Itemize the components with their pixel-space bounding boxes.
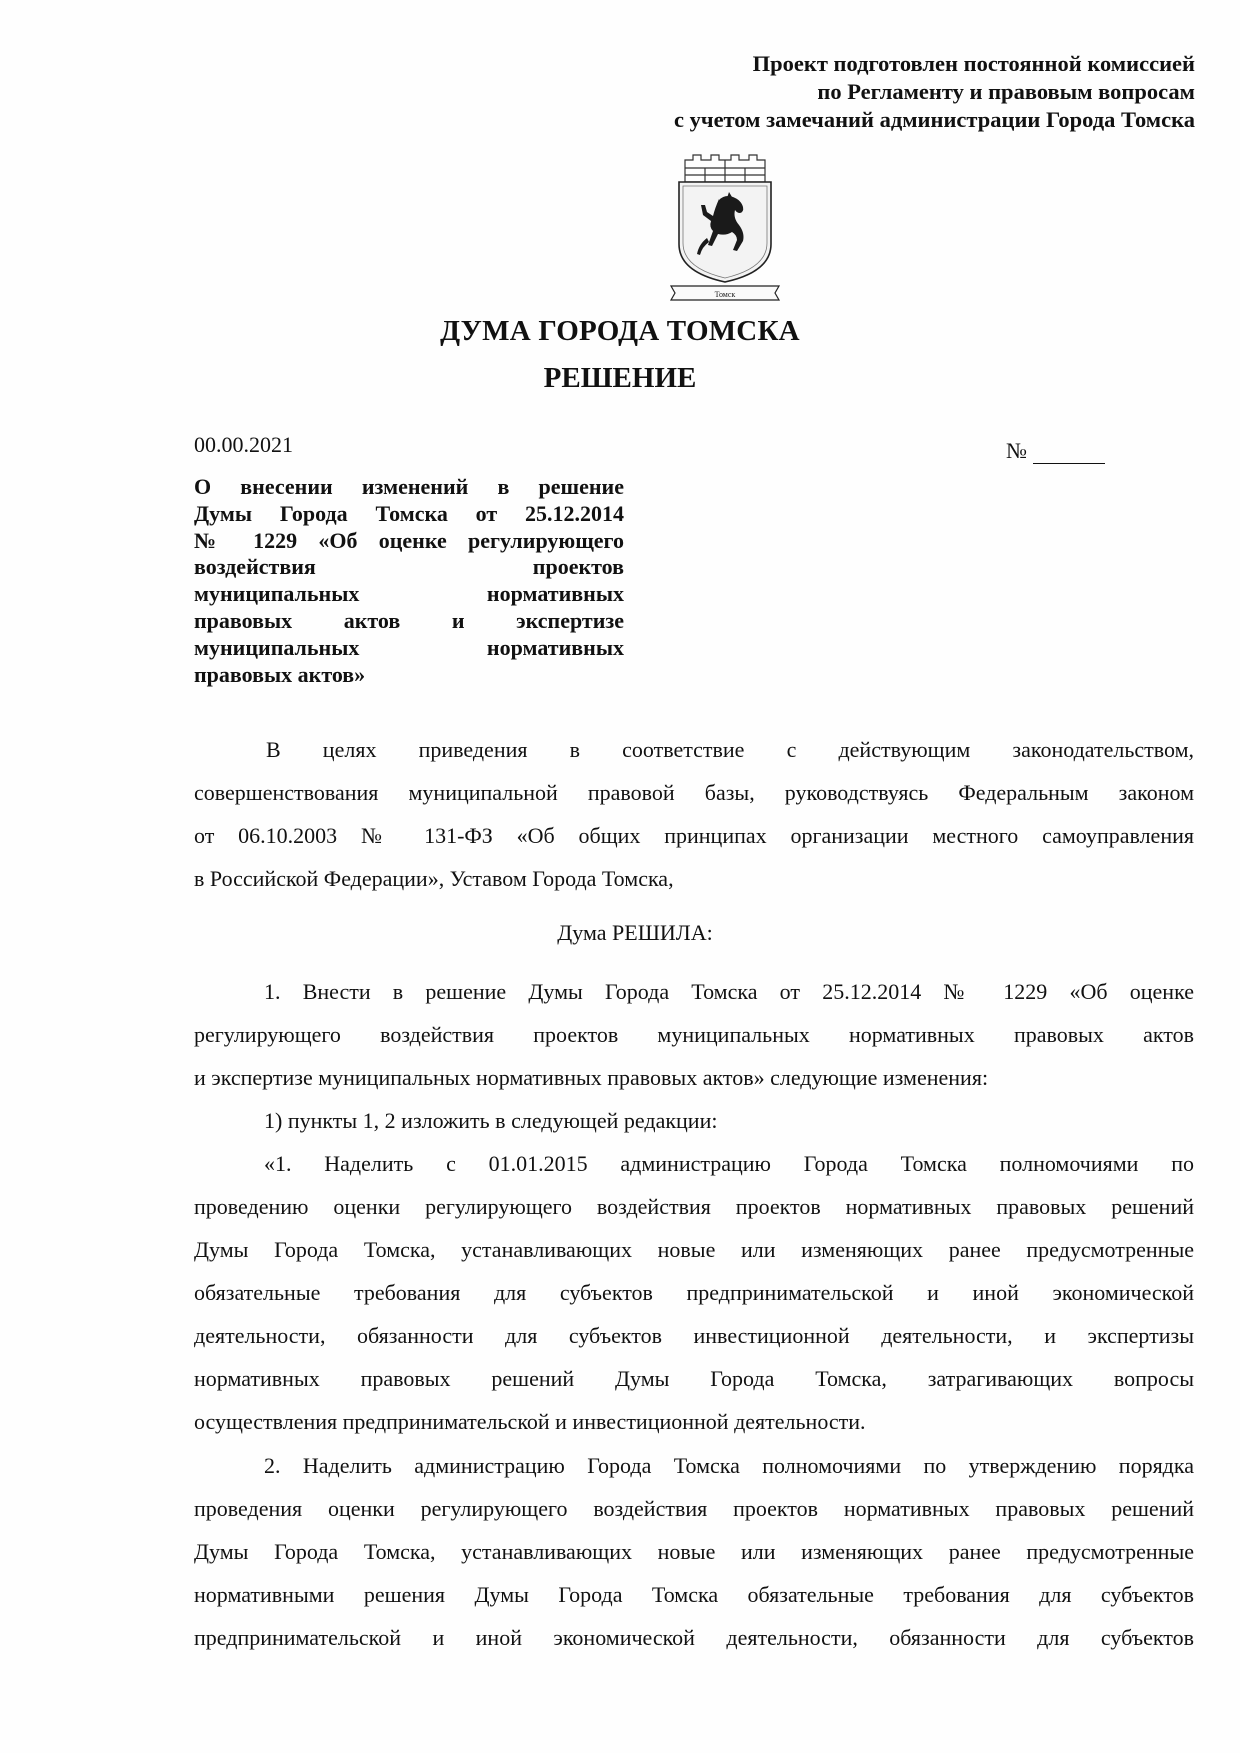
draft-prepared-note: [555, 50, 1195, 134]
subject-line: правовых актов»: [194, 661, 366, 687]
quoted-point-1-line: нормативных правовых решений Думы Города Томска, затрагивающих вопросы: [194, 1366, 1194, 1391]
ribbon-text: Томск: [714, 290, 736, 299]
item-1-line: регулирующего воздействия проектов муниципальных нормативных правовых актов: [194, 1022, 1194, 1047]
subitem-1-line: 1) пункты 1, 2 изложить в следующей редакции:: [264, 1108, 718, 1133]
quoted-point-1-line: «1. Наделить с 01.01.2015 администрацию Города Томска полномочиями по: [264, 1151, 1194, 1176]
subject-line: правовых актов и экспертизе: [194, 607, 624, 633]
item-1-paragraph: [194, 970, 1194, 1142]
subject-line: № 1229 «Об оценке регулирующего: [194, 527, 624, 553]
number-blank-line: [1033, 445, 1105, 464]
quoted-point-1-line: деятельности, обязанности для субъектов инвестиционной деятельности, и экспертизы: [194, 1323, 1194, 1348]
decision-subject: [194, 474, 624, 688]
draft-note-line: по Регламенту и правовым вопросам: [817, 79, 1195, 104]
decision-number: [1006, 438, 1105, 464]
quoted-point-1-line: осуществления предпринимательской и инвестиционной деятельности.: [194, 1409, 866, 1434]
preamble-paragraph: [194, 728, 1194, 900]
decision-heading: Дума РЕШИЛА:: [557, 920, 713, 945]
draft-note-line: с учетом замечаний администрации Города Томска: [674, 107, 1195, 132]
subject-line: муниципальных нормативных: [194, 634, 624, 660]
subject-line: муниципальных нормативных: [194, 581, 624, 607]
item-1-line: и экспертизе муниципальных нормативных правовых актов» следующие изменения:: [194, 1065, 989, 1090]
preamble-line: В целях приведения в соответствие с действующим законодательством,: [266, 737, 1194, 762]
quoted-point-2-line: 2. Наделить администрацию Города Томска полномочиями по утверждению порядка: [264, 1453, 1194, 1478]
subject-line: Думы Города Томска от 25.12.2014: [194, 500, 624, 526]
quoted-point-2-line: Думы Города Томска, устанавливающих новые или изменяющих ранее предусмотренные: [194, 1539, 1194, 1564]
tomsk-coat-of-arms-icon: [665, 152, 785, 304]
preamble-line: в Российской Федерации», Уставом Города Томска,: [194, 866, 674, 891]
preamble-line: от 06.10.2003 № 131-ФЗ «Об общих принципах организации местного самоуправления: [194, 823, 1194, 848]
quoted-point-1-line: Думы Города Томска, устанавливающих новые или изменяющих ранее предусмотренные: [194, 1237, 1194, 1262]
organization-title: ДУМА ГОРОДА ТОМСКА: [440, 315, 800, 347]
quoted-point-2-line: предпринимательской и иной экономической деятельности, обязанности для субъектов: [194, 1625, 1194, 1650]
item-1-line: 1. Внести в решение Думы Города Томска от 25.12.2014 № 1229 «Об оценке: [264, 979, 1194, 1004]
preamble-line: совершенствования муниципальной правовой базы, руководствуясь Федеральным законом: [194, 780, 1194, 805]
quoted-point-1-line: обязательные требования для субъектов предпринимательской и иной экономической: [194, 1280, 1194, 1305]
subject-line: воздействия проектов: [194, 554, 624, 580]
quoted-point-2-paragraph: [194, 1444, 1194, 1659]
decision-date: 00.00.2021: [194, 432, 293, 457]
quoted-point-1-line: проведению оценки регулирующего воздействия проектов нормативных правовых решений: [194, 1194, 1194, 1219]
number-label: №: [1006, 438, 1027, 463]
quoted-point-1-paragraph: [194, 1142, 1194, 1443]
quoted-point-2-line: нормативными решения Думы Города Томска обязательные требования для субъектов: [194, 1582, 1194, 1607]
document-type-title: РЕШЕНИЕ: [543, 362, 697, 394]
crown-icon: [685, 155, 765, 182]
subject-line: О внесении изменений в решение: [194, 474, 624, 499]
quoted-point-2-line: проведения оценки регулирующего воздействия проектов нормативных правовых решений: [194, 1496, 1194, 1521]
draft-note-line: Проект подготовлен постоянной комиссией: [752, 51, 1195, 76]
